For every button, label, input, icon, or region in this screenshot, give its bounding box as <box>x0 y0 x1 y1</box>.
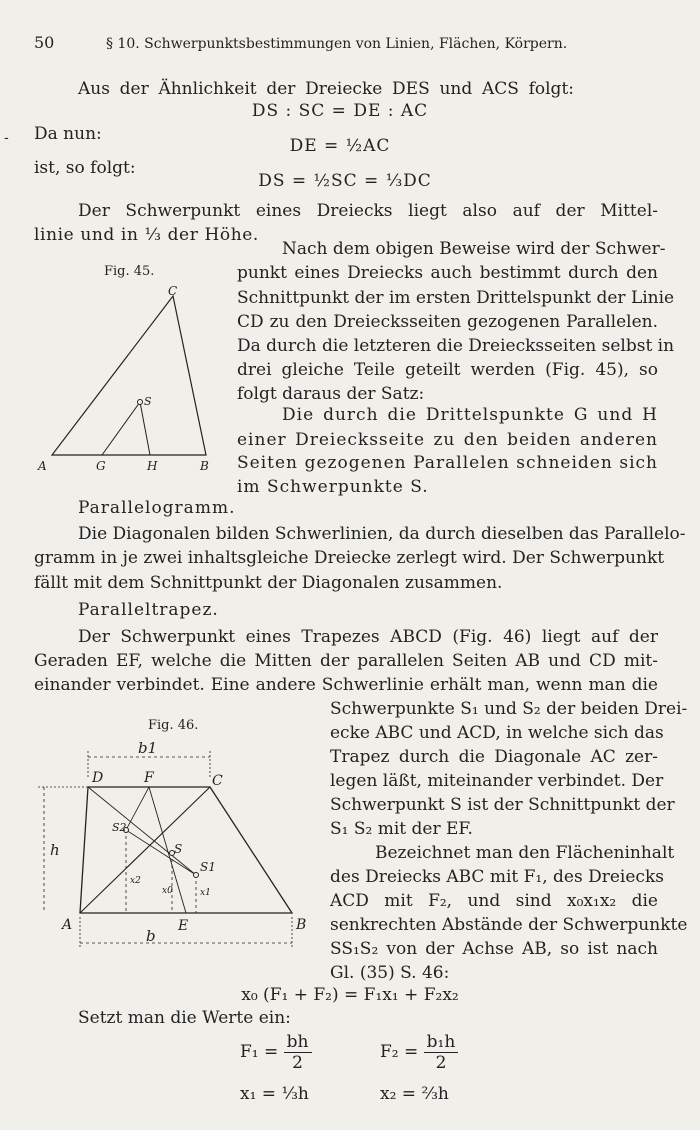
label-a: A <box>62 917 73 933</box>
equation-x1: x₁ = ⅓h <box>240 1084 309 1104</box>
equation-main: x₀ (F₁ + F₂) = F₁x₁ + F₂x₂ <box>241 985 459 1005</box>
text-line: Schnittpunkt der im ersten Drittelspunkt der Linie <box>237 288 675 308</box>
line-s1s2 <box>126 830 196 875</box>
figure-caption: Fig. 45. <box>104 264 155 279</box>
fraction <box>284 1032 312 1073</box>
text-line: Gl. (35) S. 46: <box>330 963 450 983</box>
equation-x2: x₂ = ⅔h <box>380 1084 449 1104</box>
equation-f1 <box>240 1032 312 1073</box>
text-line: ist, so folgt: <box>34 158 136 178</box>
label-h: h <box>50 841 60 859</box>
text-line: linie und in ⅓ der Höhe. <box>34 225 259 245</box>
centroid-point <box>138 400 143 405</box>
figure-45 <box>30 275 260 485</box>
text-line: fällt mit dem Schnittpunkt der Diagonalen zusammen. <box>34 573 503 593</box>
text-line: einander verbindet. Eine andere Schwerlinie erhält man, wenn man die <box>34 675 658 695</box>
text-line: Bezeichnet man den Flächeninhalt <box>375 843 675 863</box>
text-line: Trapez durch die Diagonale AC zer- <box>330 747 658 767</box>
text-line: Schwerpunkte S₁ und S₂ der beiden Drei- <box>330 699 688 719</box>
label-b: B <box>200 459 209 473</box>
text-line: SS₁S₂ von der Achse AB, so ist nach <box>330 939 658 959</box>
equation: DS : SC = DE : AC <box>251 101 429 121</box>
label-c: C <box>168 284 178 298</box>
text-line: Der Schwerpunkt eines Trapezes ABCD (Fig. 46) liegt auf der <box>78 627 658 647</box>
numerator: bh <box>284 1032 312 1053</box>
page-number: 50 <box>34 33 55 52</box>
label-b: b <box>146 927 156 945</box>
text-line: ecke ABC und ACD, in welche sich das <box>330 723 664 743</box>
denominator: 2 <box>292 1053 303 1073</box>
label-s2: S2 <box>112 821 127 834</box>
text-line: gramm in je zwei inhaltsgleiche Dreiecke zerlegt wird. Der Schwerpunkt <box>34 548 665 568</box>
label-c: C <box>212 773 223 789</box>
label-d: D <box>92 770 104 786</box>
running-title: § 10. Schwerpunktsbestimmungen von Linien, Flächen, Körpern. <box>106 36 568 52</box>
text-line: Geraden EF, welche die Mitten der parallelen Seiten AB und CD mit- <box>34 651 658 671</box>
margin-mark: - <box>4 130 9 146</box>
theorem-line: im Schwerpunkte S. <box>237 477 429 497</box>
text-line: CD zu den Dreiecksseiten gezogenen Parallelen. <box>237 312 658 332</box>
label-f: F <box>144 770 154 786</box>
label-x0: x0 <box>162 886 173 896</box>
triangle-abc <box>52 296 206 455</box>
text-line: senkrechten Abstände der Schwerpunkte <box>330 915 688 935</box>
equation: DS = ½SC = ⅓DC <box>258 171 432 191</box>
text-line: Aus der Ähnlichkeit der Dreiecke DES und ACS folgt: <box>78 79 574 99</box>
numerator: b₁h <box>424 1032 459 1053</box>
figure-caption: Fig. 46. <box>148 718 199 733</box>
parallel-hs <box>140 402 150 455</box>
label-s1: S1 <box>200 860 216 874</box>
equation: DE = ½AC <box>289 136 391 156</box>
label-h: H <box>147 459 158 473</box>
parallel-gs <box>102 402 140 455</box>
text-line: legen läßt, miteinander verbindet. Der <box>330 771 664 791</box>
figure-46 <box>34 735 324 955</box>
f1-lhs: F₁ = <box>240 1042 279 1062</box>
equation-f2 <box>380 1032 458 1073</box>
label-a: A <box>38 459 47 473</box>
text-line: Der Schwerpunkt eines Dreiecks liegt also auf der Mittel- <box>78 201 658 221</box>
fraction <box>424 1032 459 1073</box>
theorem-line: Die durch die Drittelspunkte G und H <box>282 405 658 425</box>
text-line: des Dreiecks ABC mit F₁, des Dreiecks <box>330 867 664 887</box>
diagonal-ac <box>80 787 210 913</box>
label-x2: x2 <box>130 876 141 886</box>
text-line: punkt eines Dreiecks auch bestimmt durch den <box>237 263 658 283</box>
text-line: Da nun: <box>34 124 102 144</box>
theorem-line: einer Dreiecksseite zu den beiden anderen <box>237 430 658 450</box>
text-line: Schwerpunkt S ist der Schnittpunkt der <box>330 795 675 815</box>
label-e: E <box>178 918 189 934</box>
label-s: S <box>144 395 152 408</box>
text-line: Die Diagonalen bilden Schwerlinien, da durch dieselben das Parallelo- <box>78 524 686 544</box>
section-heading: Paralleltrapez. <box>78 600 219 620</box>
label-b1: b1 <box>138 739 158 757</box>
section-heading: Parallelogramm. <box>78 498 236 518</box>
label-g: G <box>96 459 106 473</box>
text-line: S₁ S₂ mit der EF. <box>330 819 473 839</box>
label-b-point: B <box>296 917 307 933</box>
text-line: Setzt man die Werte ein: <box>78 1008 291 1028</box>
text-line: ACD mit F₂, und sind x₀x₁x₂ die <box>330 891 658 911</box>
label-x1: x1 <box>200 888 211 898</box>
text-line: folgt daraus der Satz: <box>237 384 425 404</box>
f2-lhs: F₂ = <box>380 1042 419 1062</box>
theorem-line: Seiten gezogenen Parallelen schneiden sich <box>237 453 658 473</box>
denominator: 2 <box>435 1053 447 1073</box>
label-s: S <box>174 842 183 856</box>
text-line: Nach dem obigen Beweise wird der Schwer- <box>282 239 666 259</box>
text-line: Da durch die letzteren die Dreiecksseiten selbst in <box>237 336 675 356</box>
text-line: drei gleiche Teile geteilt werden (Fig. 45), so <box>237 360 658 380</box>
